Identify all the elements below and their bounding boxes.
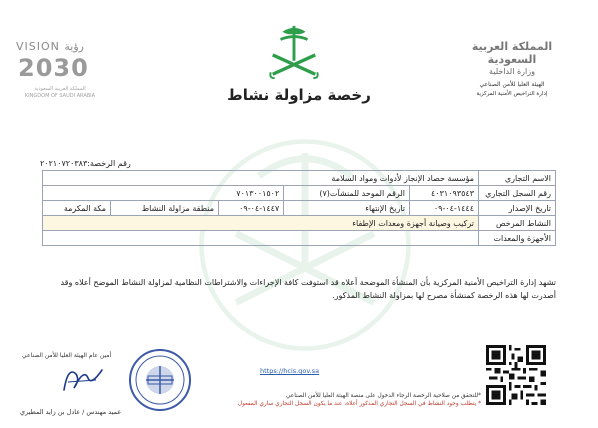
table-row: [43, 201, 556, 216]
table-row: [43, 171, 556, 186]
table-row: [43, 186, 556, 201]
trade-name-label: الاسم التجاري: [479, 171, 556, 186]
vision-sub-en: KINGDOM OF SAUDI ARABIA: [24, 93, 96, 99]
license-table: [42, 170, 556, 246]
devices-value: [43, 231, 479, 246]
unified-value: ٧٠١٣٠٠١٥٠٢: [43, 186, 284, 201]
table-row: [43, 231, 556, 246]
unified-label: الرقم الموحد للمنشآت(٧): [284, 186, 410, 201]
trade-name-value: مؤسسة حصاد الإنجاز لأدوات ومواد السلامة: [43, 171, 479, 186]
footer-note-2: * يتطلب وجود النشاط في السجل التجاري المذكور أعلاه، عند ما يكون السجل التجاري ساري المفعول: [237, 401, 481, 407]
expiry-value: ١٤٤٧-٠٤-٠٩: [218, 201, 283, 216]
document-title: رخصة مزاولة نشاط: [227, 86, 371, 104]
vision-arabic: رؤية: [64, 40, 84, 53]
official-seal-icon: [128, 348, 192, 412]
ministry-line3: الهيئة العليا للأمن الصناعي: [479, 81, 545, 88]
signer-name: عميد مهندس / عادل بن زايد المطيري: [20, 408, 122, 416]
issue-label: تاريخ الإصدار: [479, 201, 556, 216]
signer-title: أمين عام الهيئة العليا للأمن الصناعي: [22, 352, 112, 359]
region-label: منطقة مزاولة النشاط: [111, 201, 219, 216]
expiry-label: تاريخ الإنتهاء: [284, 201, 410, 216]
verification-link[interactable]: https://hcis.gov.sa: [260, 367, 320, 375]
cr-label: رقم السجل التجاري: [479, 186, 556, 201]
table-row: [43, 216, 556, 231]
devices-label: الأجهزة والمعدات: [479, 231, 556, 246]
license-number: رقم الرخصة:٢٠٢١٠٧٢٠٣٨٣: [40, 159, 131, 168]
vision-year: 2030: [18, 54, 89, 82]
qr-code-icon[interactable]: [486, 345, 546, 405]
cr-value: ٤٠٣١٠٩٣٥٤٣: [409, 186, 478, 201]
ministry-line2: وزارة الداخلية: [489, 67, 535, 76]
region-value: مكة المكرمة: [43, 201, 111, 216]
vision-sub-ar: المملكة العربية السعودية: [34, 86, 86, 92]
issue-value: ١٤٤٤-٠٤-٠٩: [409, 201, 478, 216]
vision-label: VISION: [16, 40, 60, 53]
certification-paragraph: تشهد إدارة التراخيص الأمنية المركزية بأن المنشأة الموضحة أعلاه قد استوفت كافة الإجراءات والاشتراطات النظامية لمزاولة النشاط الموضح أعلاه وقد أصدرت لها هذه الرخصة كمنشأة مصرح لها بمزاولة النشاط المذكور.: [60, 278, 556, 300]
ministry-header: [452, 40, 572, 97]
footer-note-1: *للتحقق من صلاحية الرخصة الرجاء الدخول على منصة الهيئة العليا للأمن الصناعي: [285, 393, 481, 399]
activity-label: النشاط المرخص: [479, 216, 556, 231]
signature-icon: [58, 360, 108, 396]
ministry-line1: المملكة العربية السعودية: [471, 40, 553, 66]
ministry-line4: إدارة التراخيص الأمنية المركزية: [476, 91, 548, 97]
saudi-emblem-icon: [265, 22, 323, 84]
activity-value: تركيب وصيانة أجهزة ومعدات الإطفاء: [43, 216, 479, 231]
footer-notes: [185, 392, 481, 408]
